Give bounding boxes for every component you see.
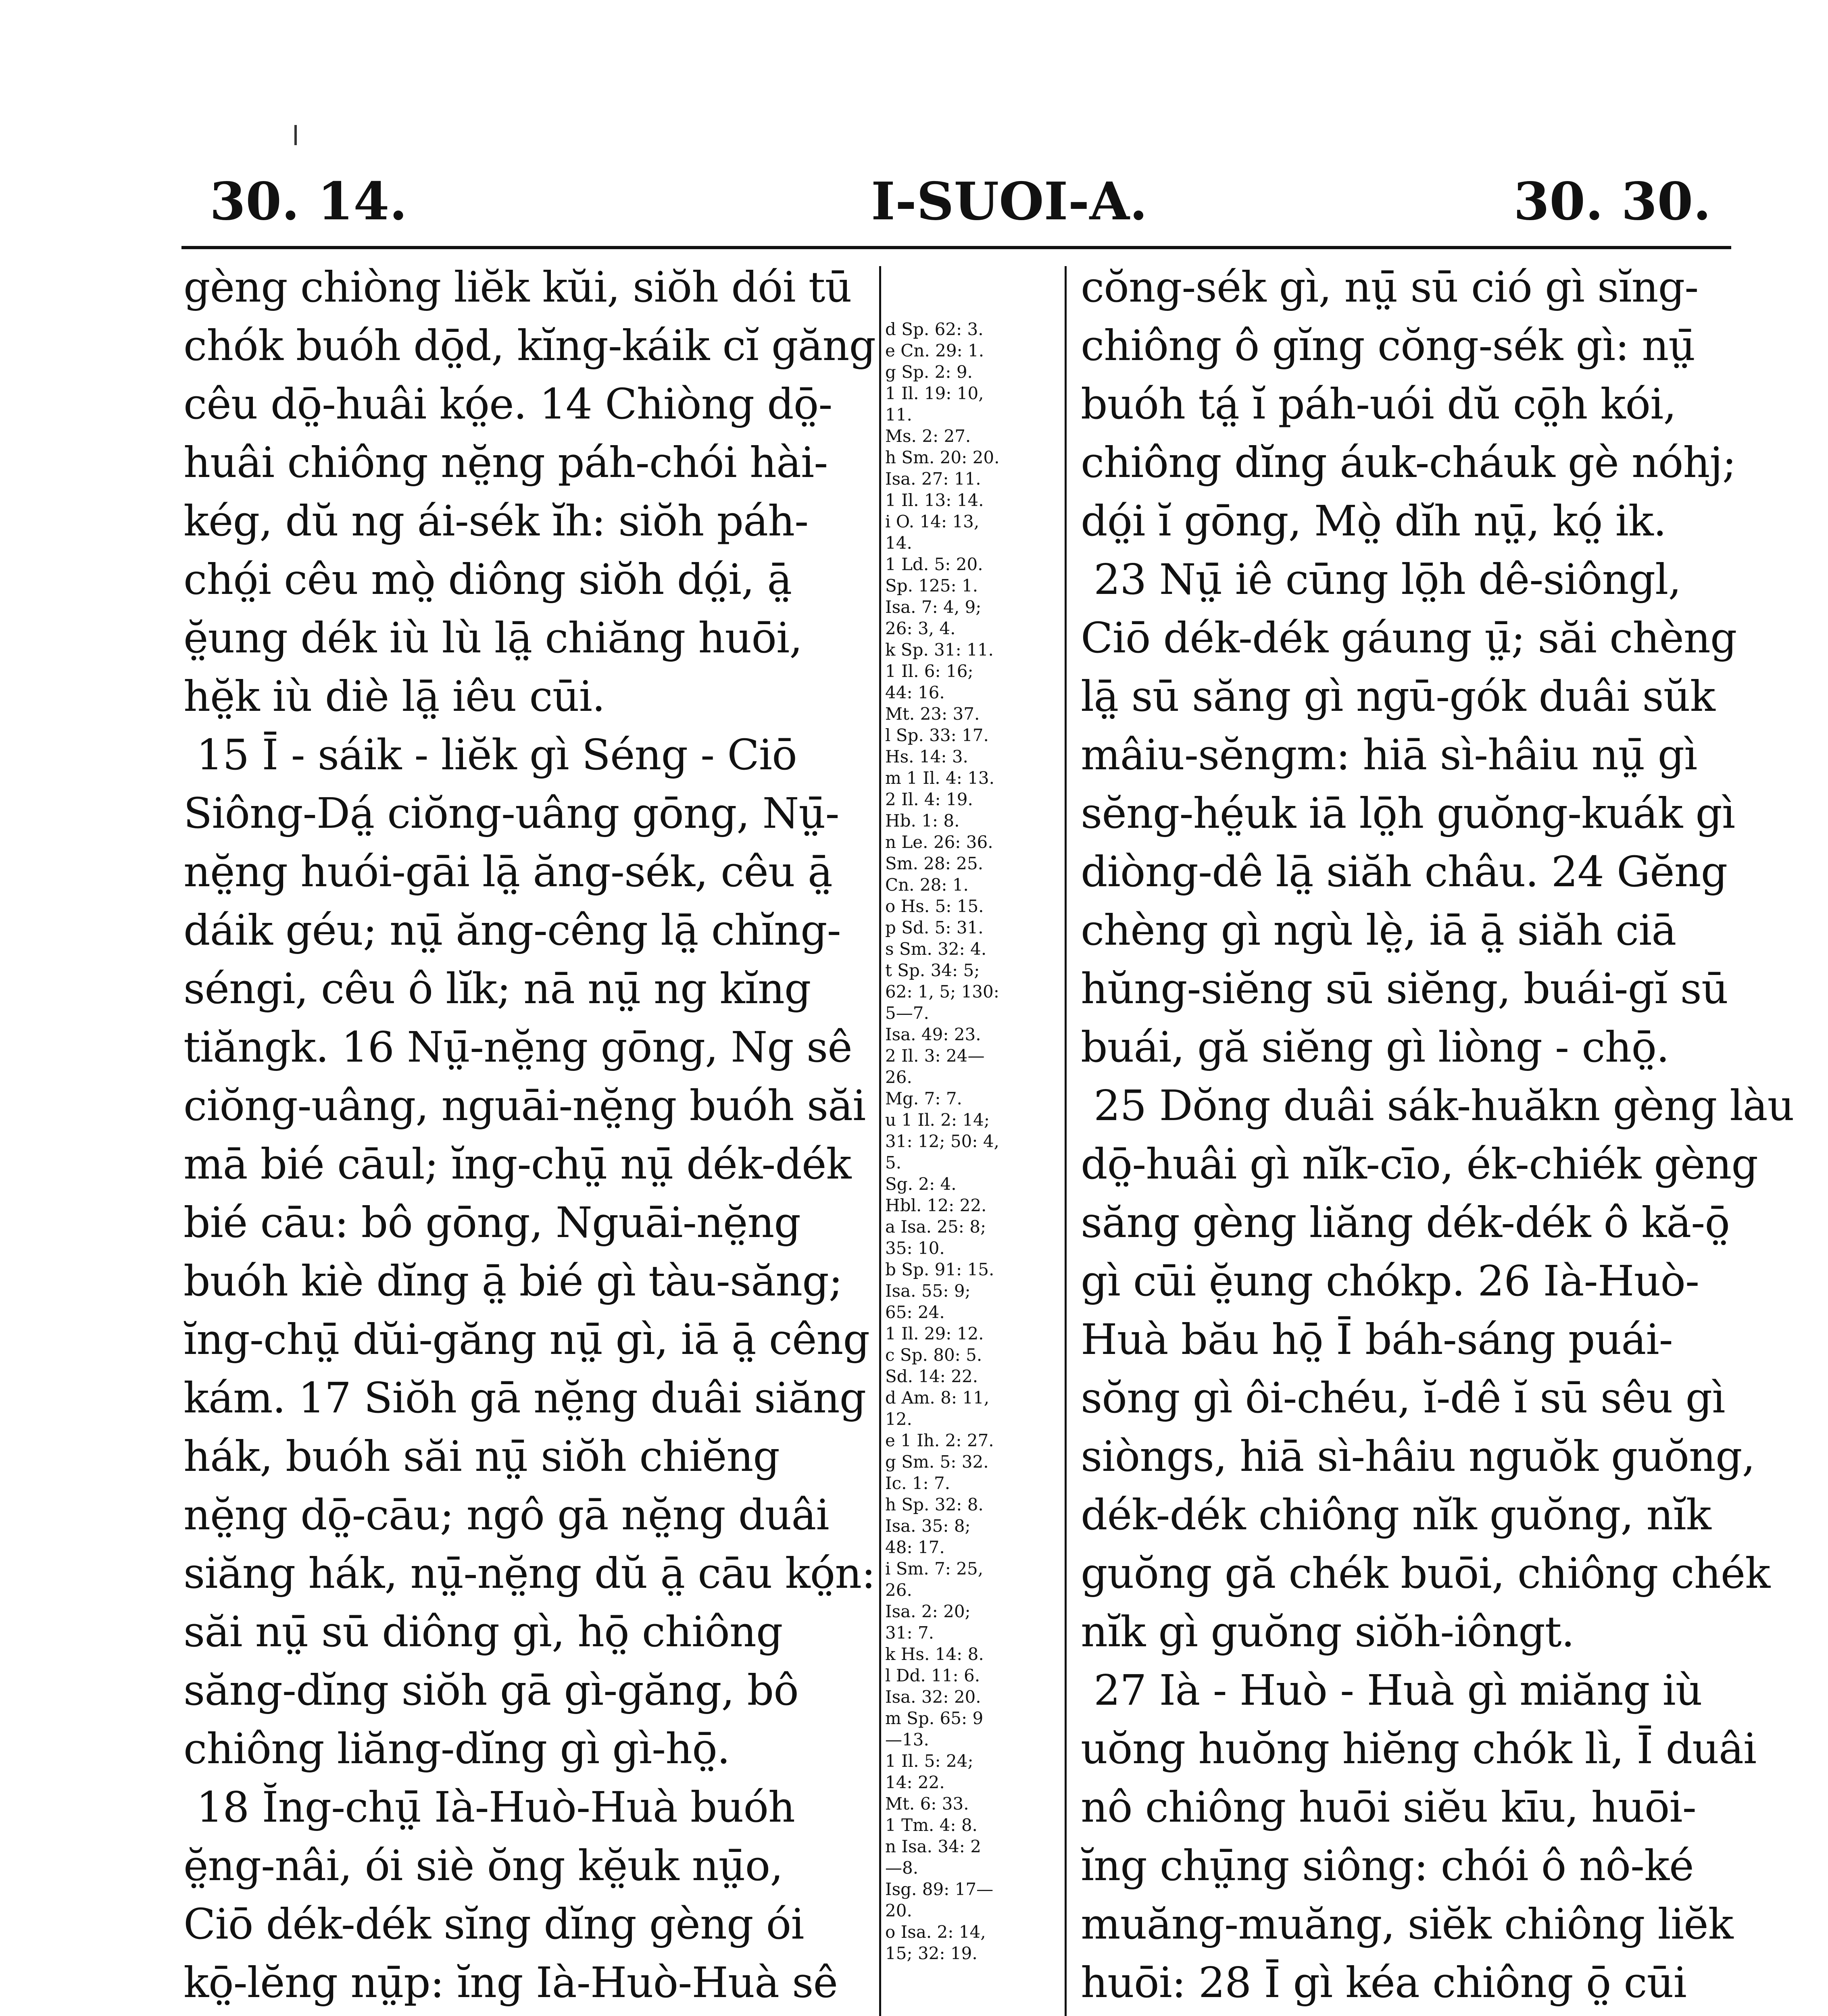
right-text-column: cŏng-sék gì, nṳ̄ sū ció gì sĭng- chiông ô gĭng cŏng-sék gì: nṳ̄ buóh tá̤ ĭ páh-uói dŭ cō̤h kói, chiông dĭng áuk-cháuk gè nóhj; dó̤i ĭ gōng, Mò̤ dĭh nṳ̄, kó̤ ik. 23 Nṳ̄ iê cūng lō̤h dê-siôngl, Ciō dék-dék gáung ṳ̄; săi chèng lā̤ sū săng gì ngū-gók duâi sŭk mâiu-sĕngm: hiā sì-hâiu nṳ̄ gì sĕng-hé̤uk iā lō̤h guŏng-kuák gì diòng-dê lā̤ siăh châu. 24 Gĕng chèng gì ngù lè̤, iā ā̤ siăh ciā hŭng-siĕng sū siĕng, buái-gĭ sū buái, gă siĕng gì liòng - chō̤. 25 Dŏng duâi sák-huăkn gèng làu dō̤-huâi gì nĭk-cīo, ék-chiék gèng săng gèng liăng dék-dék ô kă-ō̤ gì cūi ĕ̤ung chókp. 26 Ià-Huò- Huà bău hō̤ Ī báh-sáng puái- sŏng gì ôi-chéu, ĭ-dê ĭ sū sêu gì siòngs, hiā sì-hâiu nguŏk guŏng, dék-dék chiông nĭk guŏng, nĭk guŏng gă chék buōi, chiông chék nĭk gì guŏng siŏh-iôngt. 27 Ià - Huò - Huà gì miăng iù uŏng huŏng hiĕng chók lì, Ī duâi nô chiông huōi siĕu kīu, huōi- ĭng chṳ̄ng siông: chói ô nô-ké muăng-muăng, siĕk chiông liĕk huōi: 28 Ī gì kéa chiông ō̤ cūi (1081, 262, 1794, 2007)
book-title: I-SUOI-A. (871, 171, 1148, 232)
stray-mark (294, 125, 297, 145)
chapter-verse-left: 30. 14. (210, 171, 407, 232)
column-divider-left (879, 266, 881, 2016)
column-divider-right (1065, 266, 1067, 2016)
chapter-verse-right: 30. 30. (1513, 171, 1711, 232)
header-rule (181, 246, 1731, 249)
cross-reference-column: d Sp. 62: 3. e Cn. 29: 1. g Sp. 2: 9. 1 Il. 19: 10, 11. Ms. 2: 27. h Sm. 20: 20. Isa. 27: 11. 1 Il. 13: 14. i O. 14: 13, 14. 1 Ld. 5: 20. Sp. 125: 1. Isa. 7: 4, 9; 26: 3, 4. k Sp. 31: 11. 1 Il. 6: 16; 44: 16. Mt. 23: 37. l Sp. 33: 17. Hs. 14: 3. m 1 Il. 4: 13. 2 Il. 4: 19. Hb. 1: 8. n Le. 26: 36. Sm. 28: 25. Cn. 28: 1. o Hs. 5: 15. p Sd. 5: 31. s Sm. 32: 4. t Sp. 34: 5; 62: 1, 5; 130: 5—7. Isa. 49: 23. 2 Il. 3: 24— 26. Mg. 7: 7. u 1 Il. 2: 14; 31: 12; 50: 4, 5. Sg. 2: 4. Hbl. 12: 22. a Isa. 25: 8; 35: 10. b Sp. 91: 15. Isa. 55: 9; 65: 24. 1 Il. 29: 12. c Sp. 80: 5. Sd. 14: 22. d Am. 8: 11, 12. e 1 Ih. 2: 27. g Sm. 5: 32. Ic. 1: 7. h Sp. 32: 8. Isa. 35: 8; 48: 17. i Sm. 7: 25, 26. Isa. 2: 20; 31: 7. k Hs. 14: 8. l Dd. 11: 6. Isa. 32: 20. m Sp. 65: 9 —13. 1 Il. 5: 24; 14: 22. Mt. 6: 33. 1 Tm. 4: 8. n Isa. 34: 2 —8. Isg. 89: 17— 20. o Isa. 2: 14, 15; 32: 19. (885, 319, 1000, 1963)
left-text-column: gèng chiòng liĕk kŭi, siŏh dói tū chók buóh dō̤d, kĭng-káik cĭ găng cêu dō̤-huâi kó̤e. 14 Chiòng dō̤- huâi chiông nĕ̤ng páh-chói hài- kég, dŭ ng ái-sék ĭh: siŏh páh- chó̤i cêu mò̤ diông siŏh dó̤i, ā̤ ĕ̤ung dék iù lù lā̤ chiăng huōi, hĕ̤k iù diè lā̤ iêu cūi. 15 Ī - sáik - liĕk gì Séng - Ciō Siông-Dá̤ ciŏng-uâng gōng, Nṳ̄- nĕ̤ng huói-gāi lā̤ ăng-sék, cêu ā̤ dáik géu; nṳ̄ ăng-cêng lā̤ chĭng- séngi, cêu ô lĭk; nā nṳ̄ ng kĭng tiăngk. 16 Nṳ̄-nĕ̤ng gōng, Ng sê ciŏng-uâng, nguāi-nĕ̤ng buóh săi mā bié cāul; ĭng-chṳ̄ nṳ̄ dék-dék bié cāu: bô gōng, Nguāi-nĕ̤ng buóh kiè dĭng ā̤ bié gì tàu-săng; ĭng-chṳ̄ dŭi-găng nṳ̄ gì, iā ā̤ cêng kám. 17 Siŏh gā nĕ̤ng duâi siăng hák, buóh săi nṳ̄ siŏh chiĕng nĕ̤ng dō̤-cāu; ngô gā nĕ̤ng duâi siăng hák, nṳ̄-nĕ̤ng dŭ ā̤ cāu kó̤n: săi nṳ̄ sū diông gì, hō̤ chiông săng-dĭng siŏh gā gì-găng, bô chiông liăng-dĭng gì gì-hō̤. 18 Ĭng-chṳ̄ Ià-Huò-Huà buóh ĕ̤ng-nâi, ói siè ŏng kĕ̤uk nṳ̄o, Ciō dék-dék sĭng dĭng gèng ói kō̤-lĕng nṳ̄p: ĭng Ià-Huò-Huà sê (183, 262, 876, 2007)
